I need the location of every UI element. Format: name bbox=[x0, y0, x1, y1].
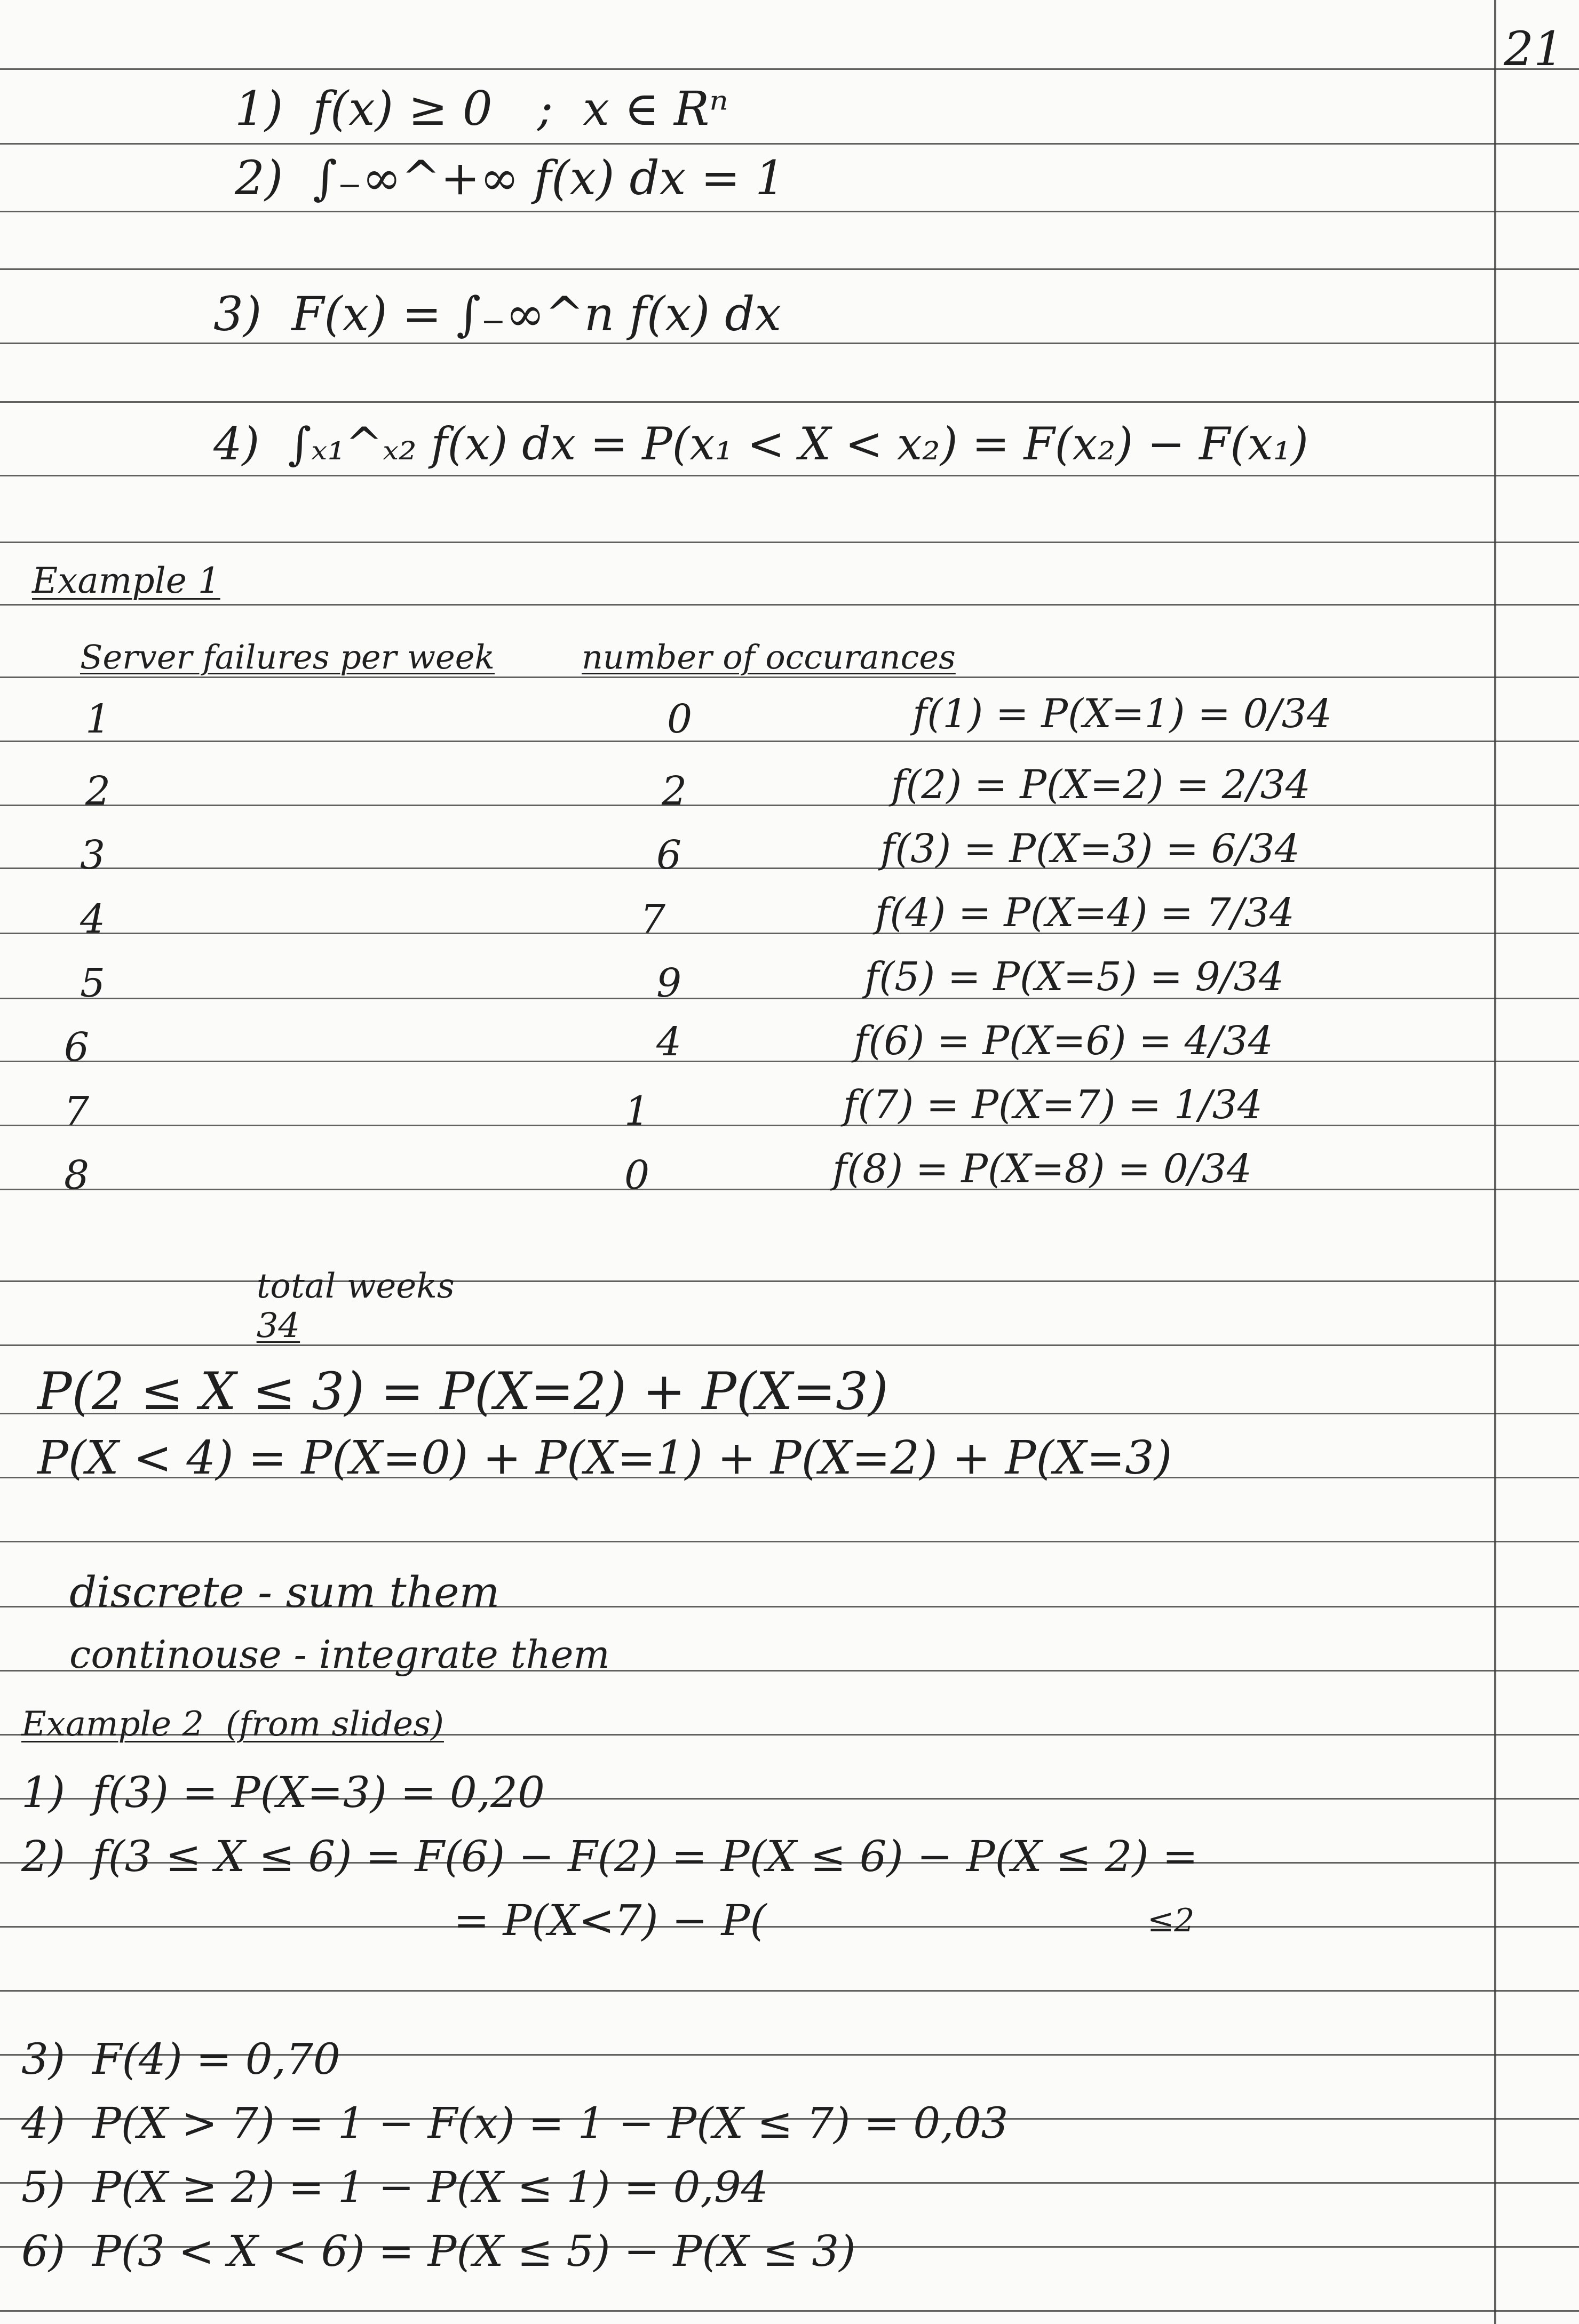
failures-cell: 8 bbox=[64, 1152, 90, 1198]
rule-line bbox=[0, 1926, 1579, 1928]
example-2-line-3: 3) F(4) = 0,70 bbox=[21, 2034, 340, 2084]
rule-line bbox=[0, 1990, 1579, 1992]
rule-line bbox=[0, 211, 1579, 212]
rule-line bbox=[0, 1061, 1579, 1062]
example-2-line-2-margin-note: ≤2 bbox=[1147, 1902, 1195, 1939]
rule-line bbox=[0, 1125, 1579, 1126]
page-number: 21 bbox=[1504, 21, 1564, 76]
example-2-heading: Example 2 (from slides) bbox=[21, 1705, 444, 1744]
example-2-line-4: 4) P(X > 7) = 1 − F(x) = 1 − P(X ≤ 7) = 0,03 bbox=[21, 2098, 1009, 2148]
total-weeks-label: total weeks bbox=[256, 1267, 455, 1306]
count-cell: 1 bbox=[624, 1088, 650, 1134]
example-2-line-5: 5) P(X ≥ 2) = 1 − P(X ≤ 1) = 0,94 bbox=[21, 2162, 768, 2212]
rule-line bbox=[0, 998, 1579, 999]
rule-line bbox=[0, 867, 1579, 869]
rule-line bbox=[0, 1189, 1579, 1190]
rule-line bbox=[0, 143, 1579, 145]
example-2-line-1: 1) f(3) = P(X=3) = 0,20 bbox=[21, 1768, 545, 1817]
failures-cell: 3 bbox=[80, 832, 106, 878]
property-2: 2) ∫₋∞^+∞ f(x) dx = 1 bbox=[235, 150, 785, 205]
rule-line bbox=[0, 933, 1579, 934]
count-cell: 0 bbox=[624, 1152, 650, 1198]
failures-cell: 7 bbox=[64, 1088, 90, 1134]
probability-expression: f(3) = P(X=3) = 6/34 bbox=[880, 826, 1300, 872]
total-weeks-value: 34 bbox=[256, 1306, 300, 1346]
failures-cell: 2 bbox=[85, 768, 111, 814]
rule-line bbox=[0, 401, 1579, 403]
rule-line bbox=[0, 741, 1579, 742]
rule-line bbox=[0, 604, 1579, 606]
rule-line bbox=[0, 542, 1579, 543]
count-cell: 7 bbox=[640, 896, 666, 942]
failures-cell: 4 bbox=[80, 896, 106, 942]
rule-line bbox=[0, 343, 1579, 344]
example-2-line-6: 6) P(3 < X < 6) = P(X ≤ 5) − P(X ≤ 3) bbox=[21, 2226, 856, 2276]
column-header-occurrences: number of occurances bbox=[582, 638, 956, 676]
equation-range: P(2 ≤ X ≤ 3) = P(X=2) + P(X=3) bbox=[37, 1362, 888, 1421]
probability-expression: f(7) = P(X=7) = 1/34 bbox=[843, 1082, 1263, 1128]
example-2-line-2-continued: = P(X<7) − P( bbox=[454, 1896, 767, 1945]
property-4: 4) ∫ₓ₁^ₓ₂ f(x) dx = P(x₁ < X < x₂) = F(x₂) − F(x₁) bbox=[213, 418, 1308, 470]
failures-cell: 1 bbox=[85, 696, 111, 742]
rule-line bbox=[0, 68, 1579, 70]
rule-line bbox=[0, 676, 1579, 678]
count-cell: 9 bbox=[656, 960, 682, 1006]
rule-line bbox=[0, 475, 1579, 476]
probability-expression: f(6) = P(X=6) = 4/34 bbox=[854, 1018, 1273, 1064]
count-cell: 6 bbox=[656, 832, 682, 878]
count-cell: 0 bbox=[667, 696, 693, 742]
total-weeks bbox=[235, 1227, 455, 1346]
note-discrete: discrete - sum them bbox=[69, 1567, 500, 1617]
probability-expression: f(8) = P(X=8) = 0/34 bbox=[832, 1146, 1252, 1192]
example-1-heading: Example 1 bbox=[32, 560, 220, 601]
probability-expression: f(2) = P(X=2) = 2/34 bbox=[891, 762, 1311, 808]
property-3: 3) F(x) = ∫₋∞^n f(x) dx bbox=[213, 286, 782, 341]
count-cell: 2 bbox=[662, 768, 687, 814]
property-1: 1) f(x) ≥ 0 ; x ∈ Rⁿ bbox=[235, 81, 728, 136]
count-cell: 4 bbox=[656, 1019, 682, 1065]
note-continuous: continouse - integrate them bbox=[69, 1632, 610, 1677]
rule-line bbox=[0, 1541, 1579, 1542]
rule-line bbox=[0, 805, 1579, 806]
example-2-line-2: 2) f(3 ≤ X ≤ 6) = F(6) − F(2) = P(X ≤ 6) − P(X ≤ 2) = bbox=[21, 1832, 1199, 1881]
column-header-failures: Server failures per week bbox=[80, 638, 495, 676]
rule-line bbox=[0, 2310, 1579, 2312]
probability-expression: f(5) = P(X=5) = 9/34 bbox=[864, 954, 1284, 1000]
probability-expression: f(1) = P(X=1) = 0/34 bbox=[913, 691, 1332, 737]
equation-less-than: P(X < 4) = P(X=0) + P(X=1) + P(X=2) + P(X=3) bbox=[37, 1431, 1172, 1485]
probability-expression: f(4) = P(X=4) = 7/34 bbox=[875, 890, 1295, 936]
failures-cell: 5 bbox=[80, 960, 106, 1006]
rule-line bbox=[0, 268, 1579, 270]
margin-line bbox=[1494, 0, 1496, 2324]
failures-cell: 6 bbox=[64, 1024, 90, 1070]
